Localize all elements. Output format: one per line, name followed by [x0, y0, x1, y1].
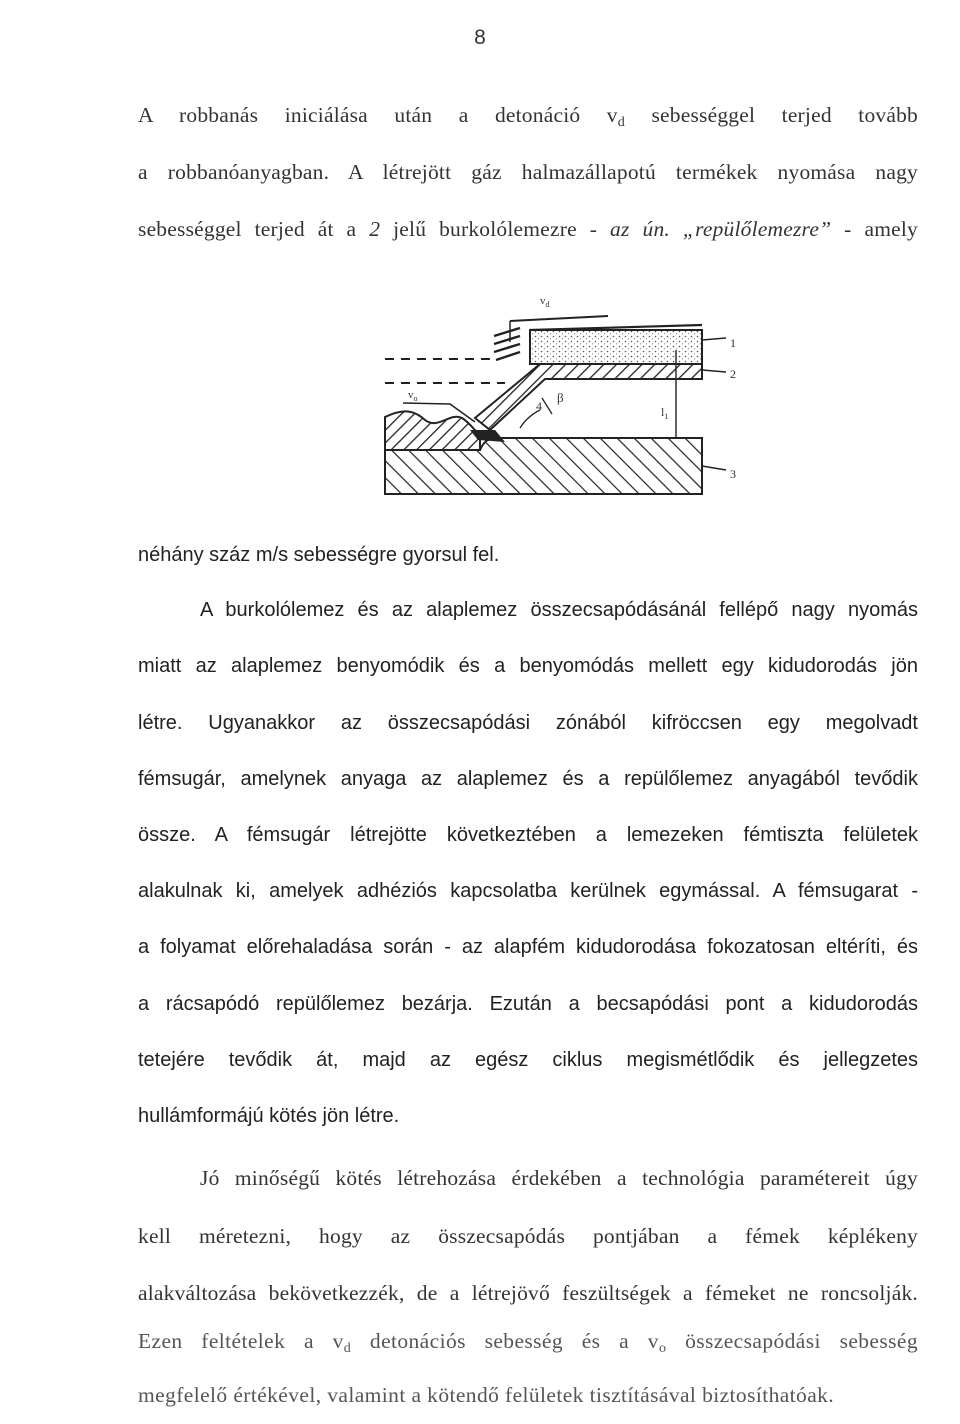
subscript-d: d — [617, 115, 625, 130]
para2-line7: alakulnak ki, amelyek adhéziós kapcsolatba kerülnek egymással. A fémsugarat - — [138, 880, 918, 902]
text: jelű burkolólemezre - — [380, 217, 611, 241]
para2-line3: miatt az alaplemez benyomódik és a benyomódás mellett egy kidudorodás jön — [138, 655, 918, 677]
detonation-front-lines — [494, 328, 520, 360]
label-beta: β — [557, 390, 564, 405]
text: detonációs sebesség és a v — [351, 1329, 659, 1353]
para2-line2: A burkolólemez és az alaplemez összecsapódásánál fellépő nagy nyomás — [200, 599, 918, 621]
para2-line11: hullámformájú kötés jön létre. — [138, 1105, 400, 1127]
page-number: 8 — [474, 26, 486, 49]
para3-line1: Jó minőségű kötés létrehozása érdekében a technológia paramétereit úgy — [200, 1166, 918, 1190]
label-2: 2 — [730, 367, 736, 381]
text: A robbanás iniciálása után a detonáció v — [138, 103, 618, 127]
italic-term: az ún. „repülőlemezre” — [610, 217, 832, 241]
para3-line2: kell méretezni, hogy az összecsapódás pontjában a fémek képlékeny — [138, 1224, 918, 1248]
para2-line4: létre. Ugyanakkor az összecsapódási zónából kifröccsen egy megolvadt — [138, 712, 918, 734]
para2-line6: össze. A fémsugár létrejötte következtében a lemezeken fémtiszta felületek — [138, 824, 918, 846]
label-1: 1 — [730, 336, 736, 350]
text: Ezen feltételek a v — [138, 1329, 344, 1353]
para2-line1: néhány száz m/s sebességre gyorsul fel. — [138, 544, 500, 566]
para2-line5: fémsugár, amelynek anyaga az alaplemez és a repülőlemez anyagából tevődik — [138, 768, 918, 790]
para1-line2: a robbanóanyagban. A létrejött gáz halmazállapotú termékek nyomása nagy — [138, 160, 918, 184]
label-4: 4 — [536, 399, 542, 413]
para2-line10: tetejére tevődik át, majd az egész ciklus megismétlődik és jellegzetes — [138, 1049, 918, 1071]
plate-number: 2 — [369, 217, 381, 241]
text: - amely — [831, 217, 918, 241]
label-3: 3 — [730, 467, 736, 481]
explosive-welding-diagram — [0, 280, 960, 530]
text: összecsapódási sebesség — [666, 1329, 918, 1353]
label-vd: $v_d$ — [540, 295, 550, 309]
text: sebességgel terjed át a — [138, 217, 370, 241]
subscript-d: d — [343, 1341, 352, 1356]
detonation-arrow — [510, 316, 608, 321]
text: sebességgel terjed tovább — [624, 103, 918, 127]
subscript-o: o — [658, 1341, 667, 1356]
label-l1: $l_1$ — [661, 405, 669, 421]
para2-line9: a rácsapódó repülőlemez bezárja. Ezután a becsapódási pont a kidudorodás — [138, 993, 918, 1015]
para3-line4 — [138, 1327, 918, 1363]
wavy-bond-zone — [385, 411, 480, 450]
para2-line8: a folyamat előrehaladása során - az alapfém kidudorodása fokozatosan eltéríti, és — [138, 936, 918, 958]
para3-line5: megfelelő értékével, valamint a kötendő felületek tisztításával biztosíthatóak. — [138, 1383, 835, 1407]
label-vo: $v_o$ — [408, 389, 418, 403]
para1-line1 — [138, 101, 918, 137]
para3-line3: alakváltozása bekövetkezzék, de a létrejövő feszültségek a fémeket ne roncsolják. — [138, 1281, 918, 1305]
para1-line3 — [138, 215, 918, 243]
